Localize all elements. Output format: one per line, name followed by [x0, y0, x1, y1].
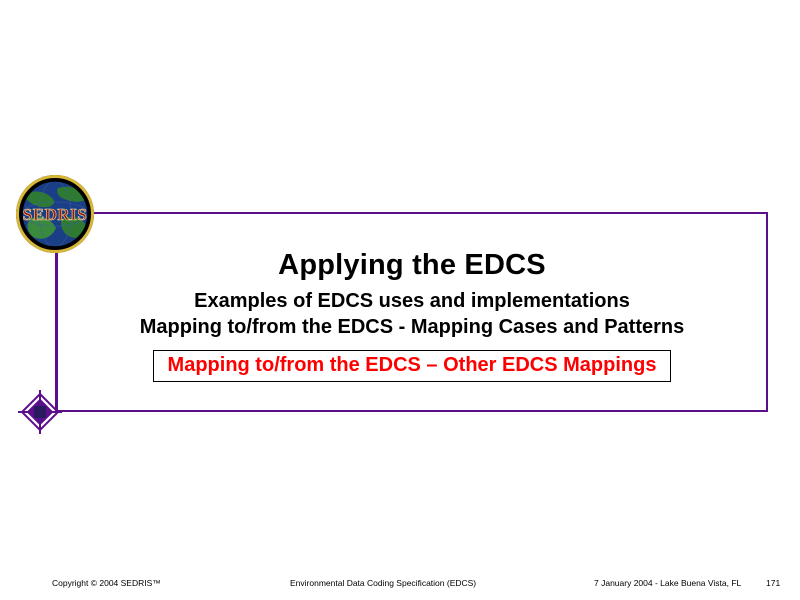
diamond-node-marker	[18, 390, 62, 434]
slide-subtitle-2: Mapping to/from the EDCS - Mapping Cases and Patterns	[139, 316, 685, 339]
footer-document-title: Environmental Data Coding Specification (EDCS)	[290, 578, 477, 588]
footer-page-number: 171	[766, 578, 781, 588]
footer-event-info: 7 January 2004 - Lake Buena Vista, FL	[594, 578, 742, 588]
footer-copyright: Copyright © 2004 SEDRIS™	[52, 578, 161, 588]
highlighted-topic-box: Mapping to/from the EDCS – Other EDCS Mappings	[153, 350, 672, 382]
svg-text:SEDRIS: SEDRIS	[22, 205, 88, 224]
slide-footer	[0, 578, 800, 594]
slide-title-block	[56, 248, 768, 340]
sedris-globe-logo	[12, 174, 98, 254]
slide-subtitle-1: Examples of EDCS uses and implementations	[194, 290, 630, 313]
page-title: Applying the EDCS	[278, 249, 546, 281]
highlighted-topic-wrapper	[56, 350, 768, 382]
